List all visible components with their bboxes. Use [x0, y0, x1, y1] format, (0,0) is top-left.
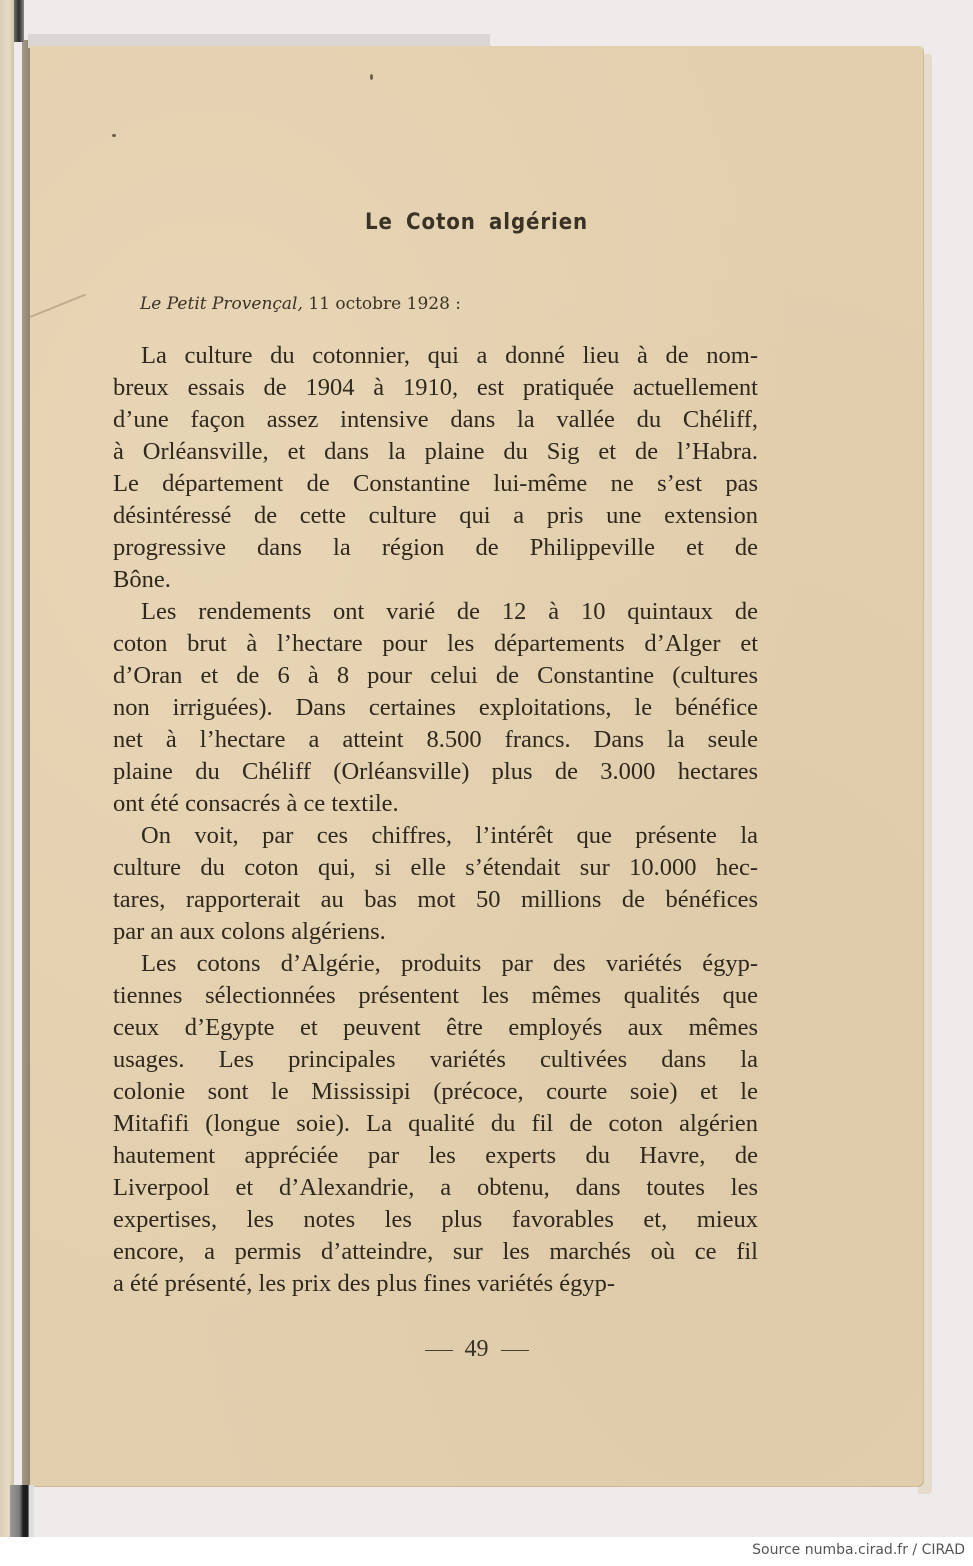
text-line: hautement appréciée par les experts du Havre, de	[113, 1142, 758, 1169]
text-line: non irriguées). Dans certaines exploitations, le bénéfice	[113, 694, 758, 721]
paragraph	[113, 340, 758, 596]
text-line: Mitafifi (longue soie). La qualité du fil de coton algérien	[113, 1110, 758, 1137]
text-line: expertises, les notes les plus favorables et, mieux	[113, 1206, 758, 1233]
text-line: usages. Les principales variétés cultivées dans la	[113, 1046, 758, 1073]
text-line: Bône.	[113, 566, 171, 593]
text-line: à Orléansville, et dans la plaine du Sig et de l’Habra.	[113, 438, 758, 465]
text-line: Liverpool et d’Alexandrie, a obtenu, dans toutes les	[113, 1174, 758, 1201]
article-body	[113, 340, 758, 1300]
text-line: d’une façon assez intensive dans la vallée du Chéliff,	[113, 406, 758, 433]
article-title: Le Coton algérien	[364, 210, 589, 235]
text-line: coton brut à l’hectare pour les départements d’Alger et	[113, 630, 758, 657]
text-line: par an aux colons algériens.	[113, 918, 386, 945]
paper-fold-mark	[30, 294, 86, 318]
source-citation	[140, 294, 461, 314]
text-line: ceux d’Egypte et peuvent être employés aux mêmes	[113, 1014, 758, 1041]
bottom-clip	[10, 1485, 34, 1537]
paper-speck	[370, 74, 373, 80]
book-page	[30, 46, 923, 1486]
text-line: La culture du cotonnier, qui a donné lieu à de nom-	[141, 342, 758, 369]
publication-date: 11 octobre 1928 :	[308, 294, 462, 314]
text-line: plaine du Chéliff (Orléansville) plus de 3.000 hectares	[113, 758, 758, 785]
text-line: tiennes sélectionnées présentent les mêmes qualités que	[113, 982, 758, 1009]
previous-page-edge	[0, 0, 14, 1537]
paragraph	[113, 596, 758, 820]
text-line: a été présenté, les prix des plus fines variétés égyp-	[113, 1270, 616, 1297]
text-line: d’Oran et de 6 à 8 pour celui de Constantine (cultures	[113, 662, 758, 689]
top-clip	[14, 0, 24, 42]
text-line: net à l’hectare a atteint 8.500 francs. Dans la seule	[113, 726, 758, 753]
footer-bar	[0, 1537, 973, 1566]
text-line: ont été consacrés à ce textile.	[113, 790, 399, 817]
text-line: progressive dans la région de Philippeville et de	[113, 534, 758, 561]
page-number-value: 49	[464, 1336, 489, 1362]
text-line: On voit, par ces chiffres, l’intérêt que présente la	[141, 822, 758, 849]
text-line: encore, a permis d’atteindre, sur les marchés où ce fil	[113, 1238, 758, 1265]
text-line: breux essais de 1904 à 1910, est pratiquée actuellement	[113, 374, 758, 401]
paper-speck	[112, 134, 116, 137]
text-line: Les rendements ont varié de 12 à 10 quintaux de	[141, 598, 758, 625]
text-line: culture du coton qui, si elle s’étendait sur 10.000 hec-	[113, 854, 758, 881]
paragraph	[113, 948, 758, 1300]
text-line: colonie sont le Mississipi (précoce, courte soie) et le	[113, 1078, 758, 1105]
publication-name: Le Petit Provençal,	[140, 294, 303, 314]
text-line: Les cotons d’Algérie, produits par des variétés égyp-	[141, 950, 758, 977]
source-credit: Source numba.cirad.fr / CIRAD	[752, 1542, 965, 1558]
page-number	[30, 1336, 923, 1363]
text-line: désintéressé de cette culture qui a pris une extension	[113, 502, 758, 529]
dash-left	[425, 1350, 453, 1351]
book-spine-edge	[22, 40, 30, 1500]
text-line: Le département de Constantine lui-même ne s’est pas	[113, 470, 758, 497]
dash-right	[501, 1350, 529, 1351]
paragraph	[113, 820, 758, 948]
text-line: tares, rapporterait au bas mot 50 millions de bénéfices	[113, 886, 758, 913]
